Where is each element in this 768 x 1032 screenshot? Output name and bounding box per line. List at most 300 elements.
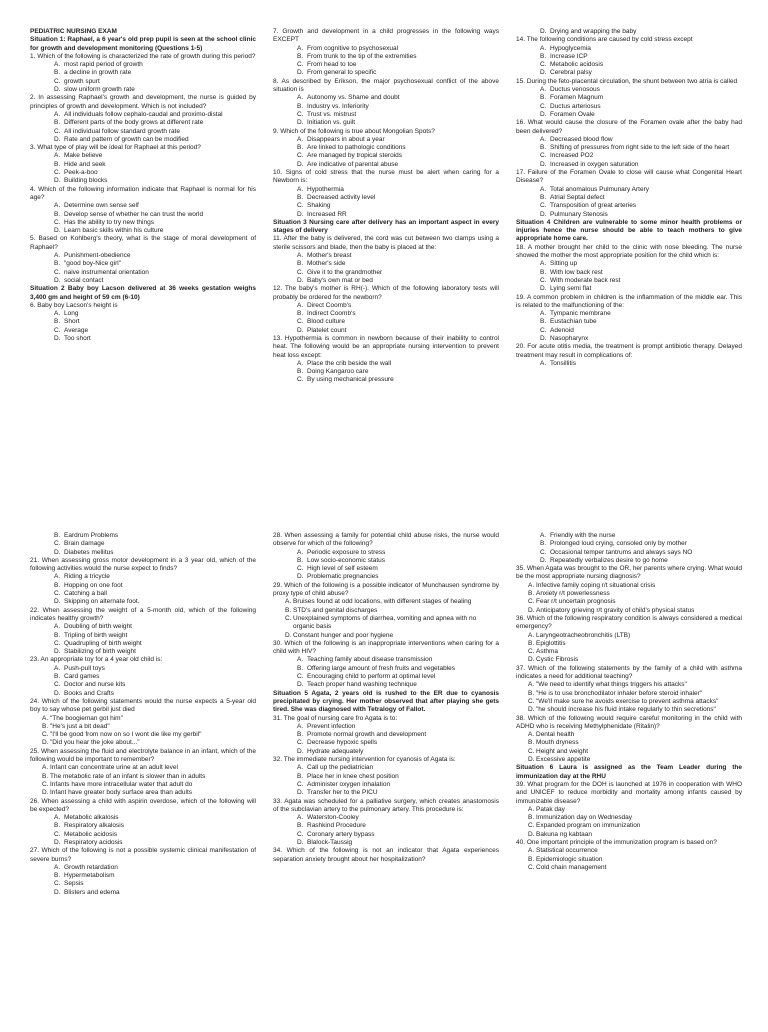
option-text: Different parts of the body grows at different rate xyxy=(64,119,204,127)
option-text: Growth retardation xyxy=(64,863,118,871)
option-text: Hypothermia xyxy=(307,185,344,193)
option-text: From head to toe xyxy=(307,61,357,69)
option-text: Laryngeotracheobronchitis (LTB) xyxy=(536,631,631,639)
question-text: 19. A common problem in children is the inflammation of the middle ear. This is related to the malfunctioning of the: xyxy=(516,293,742,309)
option-letter: C. xyxy=(297,830,304,838)
option-letter: C. xyxy=(540,61,547,69)
answer-option xyxy=(30,731,256,739)
option-text: Develop sense of whether he can trust the world xyxy=(64,210,204,218)
question-text: 5. Based on Kohlberg's theory, what is the stage of moral development of Raphael? xyxy=(30,235,256,251)
option-letter: B. xyxy=(528,590,535,598)
option-letter: B. xyxy=(528,855,535,863)
option-text: Are managed by tropical steroids xyxy=(307,152,403,160)
answer-option xyxy=(273,144,499,152)
option-text: Hopping on one foot xyxy=(64,581,123,589)
option-letter: A. xyxy=(297,656,304,664)
answer-option xyxy=(273,368,499,376)
option-text: Tonsillitis xyxy=(550,359,577,367)
option-text: Direct Coomb's xyxy=(307,301,352,309)
option-letter: D. xyxy=(528,656,535,664)
answer-option xyxy=(30,202,256,210)
answer-option xyxy=(30,128,256,136)
answer-option xyxy=(30,872,256,880)
option-text: Autonomy vs. Shame and doubt xyxy=(307,94,400,102)
option-text: Anxiety r/t powerlessness xyxy=(536,590,610,598)
option-text: Doubling of birth weight xyxy=(64,623,132,631)
situation-heading: PEDIATRIC NURSING EXAM xyxy=(30,28,117,35)
option-letter: B. xyxy=(54,160,61,168)
option-letter: B. xyxy=(528,689,535,697)
option-text: slow uniform growth rate xyxy=(64,86,135,94)
option-letter: B. xyxy=(528,739,535,747)
option-text: Offering large amount of fresh fruits and vegetables xyxy=(307,664,456,672)
option-letter: B. xyxy=(54,673,61,681)
option-letter: D. xyxy=(297,747,304,755)
answer-option xyxy=(516,632,742,640)
question-text: 8. As described by Erikson, the major psychosexual conflict of the above situation is xyxy=(273,77,499,94)
option-letter: B. xyxy=(42,722,49,730)
answer-option xyxy=(30,260,256,268)
situation-heading: Situation 3 Nursing care after delivery has an important aspect in every stages of delivery xyxy=(273,218,499,235)
answer-option xyxy=(516,814,742,822)
option-letter: C. xyxy=(528,747,535,755)
option-text: Push-pull toys xyxy=(64,664,105,672)
answer-option xyxy=(516,822,742,830)
option-letter: B. xyxy=(540,193,547,201)
question-text: 22. When assessing the weight of a 5-month old, which of the following indicates healthy growth? xyxy=(30,606,256,622)
option-text: All individual follow standard growth rate xyxy=(64,127,180,135)
option-text: Prolonged loud crying, consoled only by mother xyxy=(550,540,687,548)
option-text: Cystic Fibrosis xyxy=(536,656,579,664)
option-letter: A. xyxy=(528,847,535,855)
option-letter: B. xyxy=(297,368,304,376)
option-text: Riding a tricycle xyxy=(64,573,110,581)
answer-option xyxy=(273,61,499,69)
option-text: Catching a ball xyxy=(64,590,107,598)
question-text: 12. The baby's mother is RH(-). Which of the following laboratory tests will probably be ordered for the newborn? xyxy=(273,285,499,301)
answer-option xyxy=(273,269,499,277)
option-letter: C. xyxy=(54,540,61,548)
option-text: STD's and genital discharges xyxy=(293,606,378,614)
option-text: most rapid period of growth xyxy=(64,61,143,69)
option-letter: C. xyxy=(540,202,547,210)
option-text: Anticipatory grieving r/t gravity of child's physical status xyxy=(536,606,695,614)
answer-option xyxy=(516,61,742,69)
option-letter: A. xyxy=(42,714,49,722)
answer-option xyxy=(30,540,256,548)
option-letter: C. xyxy=(297,565,304,573)
option-letter: B. xyxy=(297,144,304,152)
option-text: growth spurt xyxy=(64,77,100,85)
answer-option xyxy=(30,327,256,335)
answer-option xyxy=(516,318,742,326)
option-letter: C. xyxy=(297,780,304,788)
option-letter: B. xyxy=(540,268,547,276)
option-text: Short xyxy=(64,318,80,326)
answer-option xyxy=(30,822,256,830)
page-1-column-3 xyxy=(516,28,742,368)
answer-option xyxy=(273,69,499,77)
option-text: Increased PO2 xyxy=(550,152,594,160)
option-text: From trunk to the tip of the extremities xyxy=(307,52,417,60)
answer-option xyxy=(273,152,499,160)
option-text: Administer oxygen inhalation xyxy=(307,780,391,788)
option-text: Blalock-Taussig xyxy=(307,838,353,846)
option-letter: C. xyxy=(54,880,61,888)
option-text: Ductus venosous xyxy=(550,86,600,94)
answer-option xyxy=(516,681,742,689)
option-letter: D. xyxy=(540,210,547,218)
answer-option xyxy=(273,607,499,615)
option-letter: D. xyxy=(54,227,61,235)
option-letter: A. xyxy=(297,185,304,193)
option-text: Rate and pattern of growth can be modified xyxy=(64,135,189,143)
option-text: Platelet count xyxy=(307,326,347,334)
option-text: Teaching family about disease transmission xyxy=(307,656,433,664)
option-letter: A. xyxy=(54,202,61,210)
answer-option xyxy=(30,781,256,789)
question-text: 6. Baby boy Lacson's height is xyxy=(30,301,118,309)
option-letter: B. xyxy=(297,664,304,672)
option-text: Initiation vs. guilt xyxy=(307,119,356,127)
option-letter: C. xyxy=(54,218,61,226)
option-text: Eardrum Problems xyxy=(64,532,119,539)
answer-option xyxy=(516,285,742,293)
option-text: Hypoglycemia xyxy=(550,44,591,52)
option-letter: C. xyxy=(540,276,547,284)
answer-option xyxy=(30,739,256,747)
option-letter: B. xyxy=(540,540,547,548)
option-letter: C. xyxy=(528,697,535,705)
option-text: Foramen Magnum xyxy=(550,94,604,102)
option-letter: C. xyxy=(297,152,304,160)
answer-option xyxy=(30,773,256,781)
option-letter: B. xyxy=(42,772,49,780)
answer-option xyxy=(273,318,499,326)
option-letter: C. xyxy=(528,863,535,871)
option-letter: A. xyxy=(528,581,535,589)
answer-option xyxy=(30,269,256,277)
answer-option xyxy=(30,582,256,590)
option-text: Decreased activity level xyxy=(307,193,376,201)
option-letter: B. xyxy=(54,872,61,880)
option-text: Asthma xyxy=(536,648,559,656)
option-text: Prevent infection xyxy=(307,722,356,730)
option-letter: C. xyxy=(54,590,61,598)
answer-option xyxy=(516,277,742,285)
option-letter: A. xyxy=(42,764,49,772)
option-letter: D. xyxy=(297,69,304,77)
answer-option xyxy=(273,111,499,119)
answer-option xyxy=(516,152,742,160)
answer-option xyxy=(30,161,256,169)
option-text: From cognitive to psychosexual xyxy=(307,44,399,52)
question-text: 16. What would cause the closure of the Foramen ovale after the baby had been delivered? xyxy=(516,119,742,135)
option-text: Average xyxy=(64,326,89,334)
option-text: Call up the pediatrician xyxy=(307,764,374,772)
option-text: Diabetes mellitus xyxy=(64,548,114,556)
answer-option xyxy=(30,227,256,235)
option-text: Low socio-economic status xyxy=(307,556,386,564)
answer-option xyxy=(516,590,742,598)
question-text: 13. Hypothermia is common in newborn because of their inability to control heat. The following would be an appropriate nursing intervention to prevent heat loss except: xyxy=(273,334,499,359)
answer-option xyxy=(516,831,742,839)
option-letter: D. xyxy=(540,285,547,293)
answer-option xyxy=(273,673,499,681)
option-text: Hypermetabolism xyxy=(64,872,115,880)
option-letter: D. xyxy=(297,838,304,846)
answer-option xyxy=(273,573,499,581)
option-text: Rashkind Procedure xyxy=(307,822,366,830)
option-letter: D. xyxy=(54,548,61,556)
option-text: "I'll be good from now on so I wont die like my gerbil" xyxy=(50,731,202,739)
option-letter: C. xyxy=(297,110,304,118)
question-text: 14. The following conditions are caused by cold stress except xyxy=(516,36,693,44)
option-text: Height and weight xyxy=(536,747,589,755)
exam-page-2 xyxy=(0,532,768,1032)
question-text: 7. Growth and development in a child progresses in the following ways EXCEPT xyxy=(273,28,499,44)
option-text: Long xyxy=(64,310,79,318)
answer-option xyxy=(30,111,256,119)
answer-option xyxy=(273,789,499,797)
answer-option xyxy=(30,789,256,797)
question-text: 24. Which of the following statements would the nurse expects a 5-year old boy to say whose pet gerbil just died xyxy=(30,697,256,714)
answer-option xyxy=(516,656,742,664)
option-letter: C. xyxy=(54,127,61,135)
option-text: Pulmunary Stenosis xyxy=(550,210,608,218)
answer-option xyxy=(273,260,499,268)
option-letter: C. xyxy=(54,268,61,276)
answer-option xyxy=(30,119,256,127)
option-text: "He's just a bit dead" xyxy=(50,722,110,730)
option-text: Excessive appetite xyxy=(536,756,591,764)
option-letter: C. xyxy=(297,318,304,326)
answer-option xyxy=(516,540,742,548)
answer-option xyxy=(273,814,499,822)
answer-option xyxy=(516,640,742,648)
option-letter: C. xyxy=(42,780,49,788)
option-text: Periodic exposure to stress xyxy=(307,548,386,556)
option-letter: D. xyxy=(297,573,304,581)
option-text: Books and Crafts xyxy=(64,689,114,697)
option-letter: C. xyxy=(54,830,61,838)
option-text: Sitting up xyxy=(550,260,578,268)
option-text: Baby's own mat or bed xyxy=(307,276,373,284)
option-letter: B. xyxy=(297,772,304,780)
option-text: Metabolic alkalosis xyxy=(64,814,119,822)
option-text: Teach proper hand washing technique xyxy=(307,681,417,689)
situation-heading: Situation 4 Children are vulnerable to some minor health problems or injuries hence the nurse should be able to teach mothers to give appropriate home care. xyxy=(516,218,742,243)
option-letter: A. xyxy=(540,86,547,94)
answer-option xyxy=(273,327,499,335)
answer-option xyxy=(273,731,499,739)
answer-option xyxy=(273,194,499,202)
page-2-column-2 xyxy=(273,532,499,864)
answer-option xyxy=(30,532,256,540)
answer-option xyxy=(30,839,256,847)
option-text: Repeatedly verbalizes desire to go home xyxy=(550,556,668,564)
option-letter: B. xyxy=(285,606,292,614)
option-letter: A. xyxy=(540,310,547,318)
option-text: Foramen Ovale xyxy=(550,110,595,118)
option-text: Tympanic membrane xyxy=(550,310,611,318)
option-text: Decrease hypoxic spells xyxy=(307,739,378,747)
answer-option xyxy=(273,632,499,640)
option-letter: B. xyxy=(297,556,304,564)
answer-option xyxy=(516,53,742,61)
option-letter: C. xyxy=(540,326,547,334)
answer-option xyxy=(30,573,256,581)
option-letter: D. xyxy=(42,789,49,797)
answer-option xyxy=(30,831,256,839)
option-text: Bruises found at odd locations, with different stages of healing xyxy=(293,598,472,606)
question-text: 36. Which of the following respiratory condition is always considered a medical emergency? xyxy=(516,614,742,631)
option-text: Immunization day on Wednesday xyxy=(536,814,632,822)
option-text: "We need to identify what things triggers his attacks" xyxy=(536,681,687,689)
option-text: Too short xyxy=(64,334,91,342)
option-text: Atrial Septal defect xyxy=(550,193,605,201)
question-text: 38. Which of the following would require careful monitoring in the child with ADHD who is receiving Methylphenidate (Ritalin)? xyxy=(516,714,742,730)
situation-heading: Situation 6 Laura is assigned as the Team Leader during the immunization day at the RHU xyxy=(516,764,742,780)
answer-option xyxy=(30,665,256,673)
option-letter: B. xyxy=(54,318,61,326)
option-text: Shifting of pressures from right side to the left side of the heart xyxy=(550,144,730,152)
question-text: 15. During the feto-placental circulation, the shunt between two atria is called xyxy=(516,77,738,85)
option-text: Occasional temper tantrums and always says NO xyxy=(550,548,693,556)
option-letter: B. xyxy=(54,822,61,830)
option-letter: A. xyxy=(54,863,61,871)
option-letter: A. xyxy=(54,664,61,672)
option-letter: D. xyxy=(528,830,535,838)
answer-option xyxy=(30,640,256,648)
option-text: Nasopharynx xyxy=(550,334,589,342)
answer-option xyxy=(273,45,499,53)
option-text: Trust vs. mistrust xyxy=(307,110,357,118)
option-text: Respiratory acidosis xyxy=(64,838,123,846)
answer-option xyxy=(273,773,499,781)
option-text: Quadrupling of birth weight xyxy=(64,639,142,647)
answer-option xyxy=(273,119,499,127)
answer-option xyxy=(273,781,499,789)
answer-option xyxy=(273,681,499,689)
option-text: Epiglottitis xyxy=(536,639,566,647)
option-letter: D. xyxy=(54,135,61,143)
option-letter: D. xyxy=(528,706,535,714)
option-text: Bakuna ng kabtaan xyxy=(536,830,593,838)
option-letter: B. xyxy=(528,814,535,822)
question-text: 1. Which of the following is characterized the rate of growth during this period? xyxy=(30,52,256,60)
answer-option xyxy=(516,690,742,698)
answer-option xyxy=(516,310,742,318)
option-text: Mother's breast xyxy=(307,252,352,260)
option-text: Place her in knee chest position xyxy=(307,772,399,780)
answer-option xyxy=(30,814,256,822)
option-letter: C. xyxy=(528,648,535,656)
option-text: Hide and seek xyxy=(64,160,106,168)
option-text: Transposition of great arteries xyxy=(550,202,637,210)
answer-option xyxy=(516,748,742,756)
answer-option xyxy=(516,194,742,202)
option-letter: A. xyxy=(297,359,304,367)
question-text: 23. An appropriate toy for a 4 year old child is: xyxy=(30,656,163,664)
option-letter: A. xyxy=(540,359,547,367)
option-text: Increased RR xyxy=(307,210,347,218)
option-text: "Did you hear the joke about..." xyxy=(50,739,140,747)
option-letter: D. xyxy=(297,210,304,218)
option-text: Transfer her to the PICU xyxy=(307,789,378,797)
option-text: Infective family coping r/t situational crisis xyxy=(536,581,656,589)
answer-option xyxy=(30,623,256,631)
answer-option xyxy=(273,186,499,194)
answer-option xyxy=(516,847,742,855)
option-text: High level of self esteem xyxy=(307,565,378,573)
answer-option xyxy=(30,598,256,606)
answer-option xyxy=(516,260,742,268)
answer-option xyxy=(30,889,256,897)
answer-option xyxy=(30,78,256,86)
answer-option xyxy=(273,822,499,830)
answer-option xyxy=(516,648,742,656)
answer-option xyxy=(516,607,742,615)
answer-option xyxy=(30,764,256,772)
option-text: Infants have more intracellular water that adult do xyxy=(50,780,193,788)
answer-option xyxy=(30,632,256,640)
option-letter: C. xyxy=(540,548,547,556)
option-letter: D. xyxy=(528,606,535,614)
option-letter: B. xyxy=(54,69,61,77)
option-text: "The boogieman got him" xyxy=(50,714,123,722)
answer-option xyxy=(516,144,742,152)
option-letter: B. xyxy=(540,52,547,60)
option-letter: D. xyxy=(54,276,61,284)
option-text: Decreased blood flow xyxy=(550,135,613,143)
answer-option xyxy=(516,335,742,343)
question-text: 30. Which of the following is an inappropriate interventions when caring for a child with HIV? xyxy=(273,639,499,656)
option-text: Infant have greater body surface area than adults xyxy=(50,789,193,797)
answer-option xyxy=(516,111,742,119)
answer-option xyxy=(30,169,256,177)
option-letter: C. xyxy=(285,614,292,622)
answer-option xyxy=(30,864,256,872)
page-2-column-1 xyxy=(30,532,256,897)
option-text: Constant hunger and poor hygiene xyxy=(293,631,394,639)
option-letter: A. xyxy=(54,110,61,118)
question-text: 32. The immediate nursing intervention for cyanosis of Agata is: xyxy=(273,756,456,764)
option-text: Statistical occurrence xyxy=(536,847,598,855)
option-letter: D. xyxy=(297,119,304,127)
question-text: 40. One important principle of the immunization program is based on? xyxy=(516,838,717,846)
option-text: Mother's side xyxy=(307,260,346,268)
option-letter: B. xyxy=(297,310,304,318)
option-letter: D. xyxy=(54,838,61,846)
option-letter: A. xyxy=(297,94,304,102)
option-text: Determine own sense self xyxy=(64,202,139,210)
option-letter: B. xyxy=(297,822,304,830)
question-text: 10. Signs of cold stress that the nurse must be alert when caring for a Newborn is: xyxy=(273,169,499,185)
option-text: Punishment-obedience xyxy=(64,252,131,260)
option-text: Industry vs. Inferiority xyxy=(307,102,369,110)
answer-option xyxy=(516,269,742,277)
option-text: Learn basic skills within his culture xyxy=(64,227,164,235)
answer-option xyxy=(30,152,256,160)
answer-option xyxy=(30,252,256,260)
answer-option xyxy=(516,136,742,144)
option-letter: C. xyxy=(528,822,535,830)
answer-option xyxy=(273,302,499,310)
option-letter: C. xyxy=(54,77,61,85)
option-text: "We'll make sure he avoids exercise to prevent asthma attacks" xyxy=(536,697,719,705)
option-letter: C. xyxy=(42,731,49,739)
